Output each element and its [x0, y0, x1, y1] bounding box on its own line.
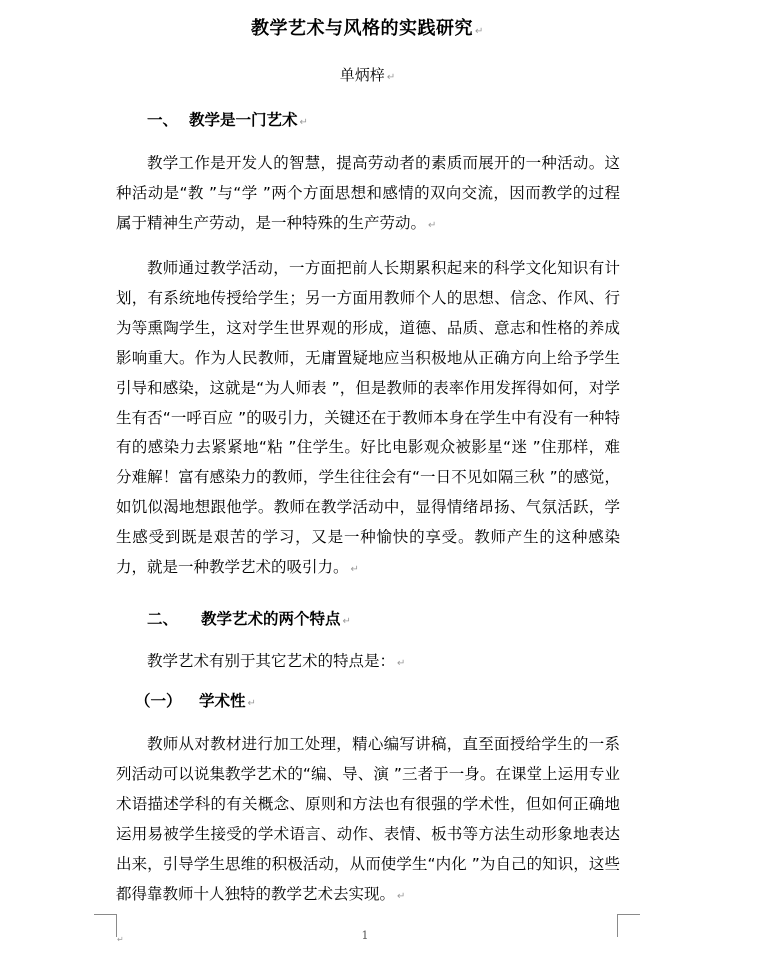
paragraph-text: 教学工作是开发人的智慧，提高劳动者的素质而展开的一种活动。这种活动是“教 ”与“学 ”两个方面思想和感情的双向交流，因而教学的过程属于精神生产劳动，是一种特殊的生产劳动。 — [116, 154, 620, 232]
paragraph-mark-icon: ↵ — [247, 698, 256, 709]
paragraph-mark-icon: ↵ — [350, 564, 359, 576]
paragraph-mark-icon: ↵ — [428, 219, 437, 231]
section-1-paragraph-1 — [116, 149, 620, 241]
subsection-1-number: （一） — [135, 692, 182, 710]
section-1-heading — [147, 108, 308, 130]
subsection-1-title: 学术性 — [199, 692, 246, 710]
crop-mark-left — [94, 914, 117, 937]
paragraph-mark-icon: ↵ — [397, 658, 406, 669]
section-2-intro — [147, 649, 405, 671]
intro-text: 教学艺术有别于其它艺术的特点是： — [147, 652, 396, 670]
paragraph-mark-icon: ↵ — [386, 72, 396, 83]
document-author — [0, 64, 735, 85]
section-2-number: 二、 — [147, 610, 179, 628]
section-1-title: 教学是一门艺术 — [189, 111, 298, 129]
section-2-title: 教学艺术的两个特点 — [201, 610, 341, 628]
paragraph-mark-icon: ↵ — [397, 890, 406, 902]
title-text: 教学艺术与风格的实践研究 — [251, 18, 474, 39]
author-text: 单炳梓 — [339, 66, 385, 84]
subsection-1-paragraph — [116, 730, 620, 911]
footer-paragraph-mark-icon: ↵ — [117, 935, 124, 944]
paragraph-mark-icon: ↵ — [299, 117, 308, 128]
crop-mark-right — [617, 914, 640, 937]
document-title — [0, 14, 735, 40]
paragraph-mark-icon: ↵ — [342, 616, 351, 627]
section-1-number: 一、 — [147, 111, 179, 129]
section-1-paragraph-2 — [116, 254, 620, 585]
paragraph-text: 教师通过教学活动，一方面把前人长期累积起来的科学文化知识有计划，有系统地传授给学生；另一方面用教师个人的思想、信念、作风、行为等熏陶学生，这对学生世界观的形成，道德、品质、意志和性格的养成影响重大。作为人民教师，无庸置疑地应当积极地从正确方向上给予学生引导和感染，这就是“为人师表 ”，但是教师的表率作用发挥得如何，对学生有否“一呼百应 ”的吸引力，关键还在于教师本身在学生中有没有一种特有的感染力去紧紧地“粘 ”住学生。好比电影观众被影星“迷 ”住那样，难分难解！富有感染力的教师，学生往往会有“一日不见如隔三秋 ”的感觉，如饥似渴地想跟他学。教师在教学活动中，显得情绪昂扬、气氛活跃，学生感受到既是艰苦的学习，又是一种愉快的享受。教师产生的这种感染力，就是一种教学艺术的吸引力。 — [116, 259, 620, 577]
section-2-heading — [147, 607, 351, 629]
subsection-1-heading — [135, 689, 256, 711]
paragraph-text: 教师从对教材进行加工处理，精心编写讲稿，直至面授给学生的一系列活动可以说集教学艺术的“编、导、演 ”三者于一身。在课堂上运用专业术语描述学科的有关概念、原则和方法也有很强的学术性，但如何正确地运用易被学生接受的学术语言、动作、表情、板书等方法生动形象地表达出来，引导学生思维的积极活动，从而使学生“内化 ”为自己的知识，这些都得靠教师十人独特的教学艺术去实现。 — [116, 735, 620, 903]
page-number: 1 — [361, 929, 369, 942]
paragraph-mark-icon: ↵ — [475, 26, 484, 37]
